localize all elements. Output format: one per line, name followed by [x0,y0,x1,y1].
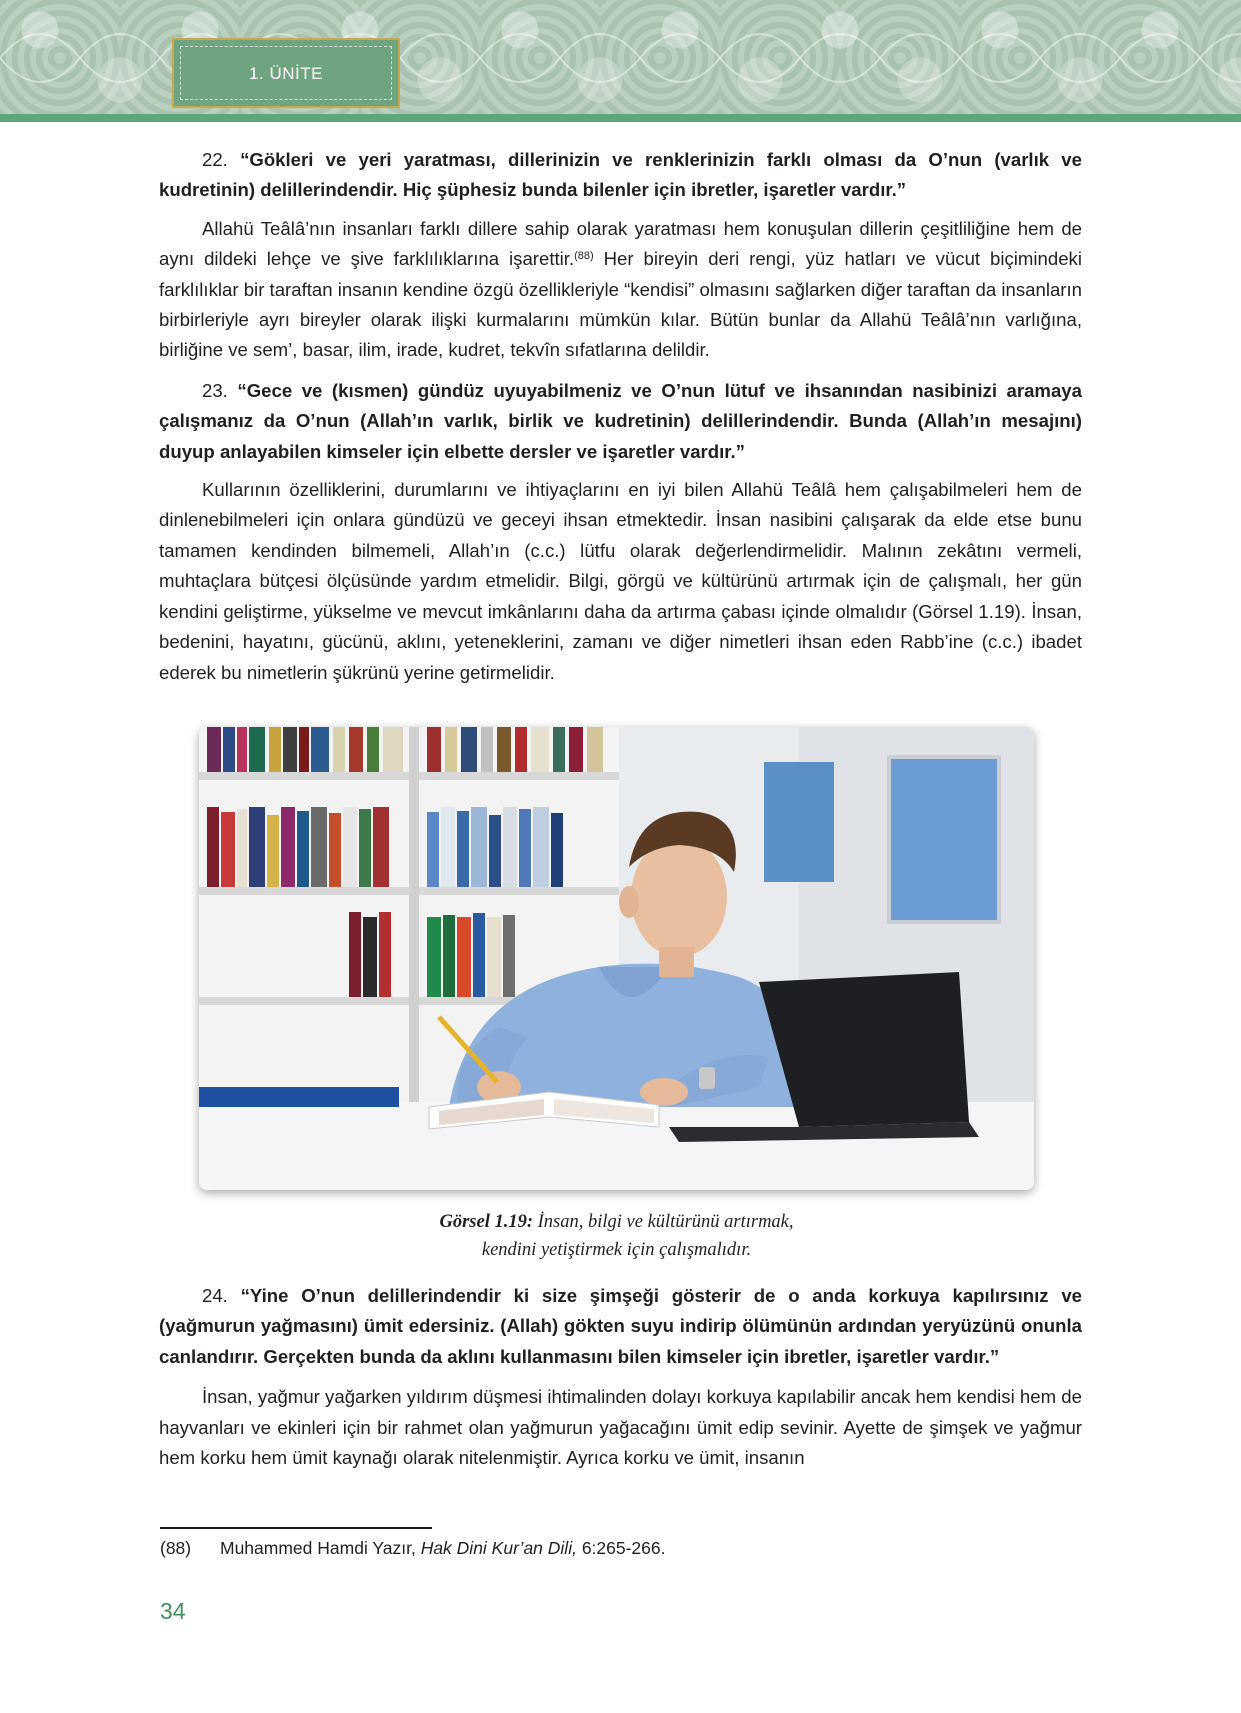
paragraph-2: Kullarının özelliklerini, durumlarını ve ihtiyaçlarını en iyi bilen Allahü Teâlâ hem çalışabilmeleri hem de dinlenebilmeleri için onlara gündüzü ve geceyi ihsan etmektedir. İnsan nasibini çalışarak da elde etse bunu tamamen kendinden bilmemeli, Allah’ın (c.c.) lütfu olarak değerlendirmelidir. Malının zekâtını vermeli, muhtaçlara bütçesi ölçüsünde yardım etmelidir. Bilgi, görgü ve kültürünü artırmak için de çalışmalı, her gün kendini geliştirme, yükselme ve mevcut imkânlarını daha da artırma çabası içinde olmalıdır (Görsel 1.19). İnsan, bedenini, hayatını, gücünü, aklını, yeteneklerini, zamanı ve diğer nimetleri ihsan eden Rabb’ine (c.c.) ibadet ederek bu nimetlerin şükrünü yerine getirmelidir. [159,479,1082,683]
verse-24 [159,1281,1082,1372]
page-number: 34 [160,1598,186,1624]
lower-text [159,1281,1082,1473]
caption-text: İnsan, bilgi ve kültürünü artırmak, [533,1212,794,1232]
footnote-author: Muhammed Hamdi Yazır, [220,1538,421,1558]
main-text [159,145,1082,688]
verse-number: 24. [202,1285,228,1306]
verse-text: “Gökleri ve yeri yaratması, dillerinizin ve renklerinizin farklı olması da O’nun (varlık ve kudretinin) delillerindendir. Hiç şüphesiz bunda bilenler için ibretler, işaretler vardır.” [159,149,1082,201]
footnote [160,1536,666,1560]
figure-caption [199,1208,1034,1264]
footnote-number: (88) [160,1538,192,1558]
caption-label: Görsel 1.19: [439,1212,533,1232]
unit-tab [172,38,400,108]
footnote-title: Hak Dini Kur’an Dili, [420,1538,577,1558]
paragraph-1 [159,214,1082,366]
verse-number: 23. [202,379,228,401]
footnote-ref: (88) [574,250,594,263]
unit-label: 1. ÜNİTE [249,64,323,83]
verse-text: “Gece ve (kısmen) gündüz uyuyabilmeniz ve O’nun lütuf ve ihsanından nasibinizi aramaya çalışmanız da O’nun (Allah’ın varlık, birlik ve kudretinin) delillerindendir. Bunda (Allah’ın mesajını) duyup anlayabilen kimseler için elbette dersler ve işaretler vardır.” [159,379,1082,462]
paragraph-3: İnsan, yağmur yağarken yıldırım düşmesi ihtimalinden dolayı korkuya kapılabilir ancak hem kendisi hem de hayvanları ve ekinleri için bir rahmet olan yağmurun yağacağını ümit edip sevinir. Ayette de şimşek ve yağmur hem korku hem ümit kaynağı olarak nitelenmiştir. Ayrıca korku ve ümit, insanın [159,1386,1082,1469]
caption-line-2: kendini yetiştirmek için çalışmalıdır. [481,1240,752,1260]
verse-23 [159,376,1082,467]
figure-student-library-photo [199,727,1034,1190]
header-divider-line [0,114,1241,122]
footnote-pages: 6:265-266. [576,1538,666,1558]
footnote-divider [160,1527,432,1529]
paragraph-text: Allahü Teâlâ’nın insanları farklı dillere sahip olarak yaratması hem konuşulan dillerin çeşitliliğine hem de aynı dildeki lehçe ve şive farklılıklarına işarettir. [159,217,1082,270]
verse-22 [159,145,1082,206]
verse-number: 22. [202,149,228,170]
paragraph-text: Her bireyin deri rengi, yüz hatları ve vücut biçimindeki farklılıklar bir taraftan insanın kendine özgü özellikleriyle “kendisi” olmasını sağlarken diğer taraftan da insanların birbirleriyle ayrı bireyler olarak ilişki kurmalarını mümkün kılar. Bütün bunlar da Allahü Teâlâ’nın varlığına, birliğine ve sem’, basar, ilim, irade, kudret, tekvîn sıfatlarına delildir. [159,248,1082,361]
verse-text: “Yine O’nun delillerindendir ki size şimşeği gösterir de o anda korkuya kapılırsınız ve (yağmurun yağmasını) ümit edersiniz. (Allah) gökten suyu indirip ölümünün ardından yeryüzünü onunla canlandırır. Gerçekten bunda da aklını kullanmasını bilen kimseler için ibretler, işaretler vardır.” [159,1285,1082,1367]
caption-line-1 [199,1208,1034,1236]
